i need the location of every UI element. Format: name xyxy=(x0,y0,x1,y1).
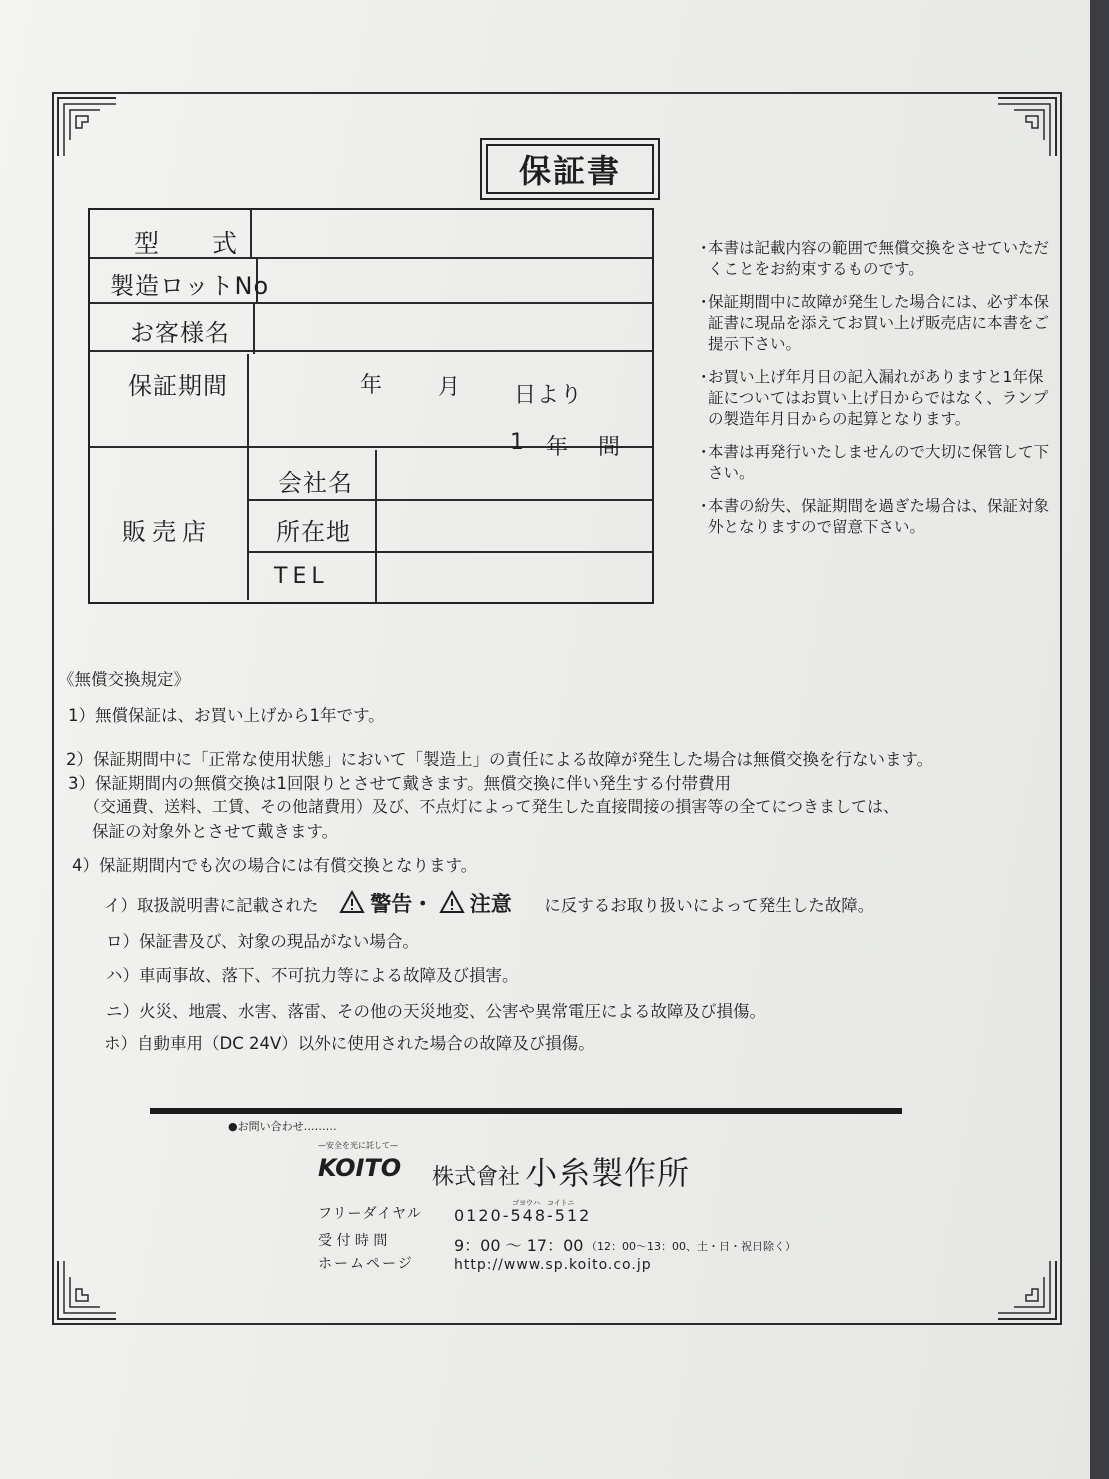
company-name: 株式會社 小糸製作所 xyxy=(432,1154,691,1192)
freedial-label: フリーダイヤル xyxy=(318,1206,423,1222)
rule-4-i: イ）取扱説明書に記載された 警告・ 注意 に反するお取り扱いによって発生した故障。 xyxy=(104,892,875,916)
period-year: 年 xyxy=(360,373,384,398)
warning-triangle-icon xyxy=(339,890,365,914)
note-item: ・ 本書は再発行いたしませんので大切に保管して下さい。 xyxy=(696,443,1050,482)
warranty-notes xyxy=(696,238,1056,550)
tel-label: TEL xyxy=(274,564,329,589)
dealer-label: 販売店 xyxy=(122,518,212,546)
title-box xyxy=(480,138,660,200)
company-slogan: —安全を光に託して— xyxy=(318,1141,398,1150)
rule-4-ho: ホ）自動車用（DC 24V）以外に使用された場合の故障及び損傷。 xyxy=(104,1034,595,1053)
address-label: 所在地 xyxy=(276,518,351,546)
rule-3-line-1: 3）保証期間内の無償交換は1回限りとさせて戴きます。無償交換に伴い発生する付帯費用 xyxy=(68,774,732,793)
period-from: 日より xyxy=(514,383,584,408)
inquiry-label: ●お問い合わせ……… xyxy=(228,1120,337,1133)
koito-logo: KOITO xyxy=(318,1154,402,1182)
model-label: 型 式 xyxy=(134,229,239,258)
freedial-number: 0120-548-512 xyxy=(454,1206,592,1225)
rule-4-ro: ロ）保証書及び、対象の現品がない場合。 xyxy=(106,932,419,951)
period-year-term: 年 xyxy=(546,435,570,460)
homepage-label: ホームページ xyxy=(318,1256,414,1272)
rule-4-ni: ニ）火災、地震、水害、落雷、その他の天災地変、公害や異常電圧による故障及び損傷。 xyxy=(106,1002,766,1021)
page-title: 保証書 xyxy=(486,144,654,194)
rule-2: 2）保証期間中に「正常な使用状態」において「製造上」の責任による故障が発生した場合は無償交換を行ないます。 xyxy=(66,750,934,769)
footer-divider xyxy=(150,1108,902,1114)
freedial-ruby: ゴヨウハ コイトニ xyxy=(512,1199,575,1207)
period-one: 1 xyxy=(510,430,525,455)
corner-ornament-top-left-icon xyxy=(56,96,120,160)
company-label: 会社名 xyxy=(278,469,353,497)
homepage-url[interactable]: http://www.sp.koito.co.jp xyxy=(454,1257,652,1273)
corner-ornament-bottom-right-icon xyxy=(994,1257,1058,1321)
rules-heading: 《無償交換規定》 xyxy=(58,670,190,689)
hours-label: 受 付 時 間 xyxy=(318,1233,388,1249)
rule-4-ha: ハ）車両事故、落下、不可抗力等による故障及び損害。 xyxy=(106,966,519,985)
note-item: ・ 本書の紛失、保証期間を過ぎた場合は、保証対象外となりますので留意下さい。 xyxy=(696,497,1050,536)
note-item: ・ 本書は記載内容の範囲で無償交換をさせていただくことをお約束するものです。 xyxy=(696,239,1050,278)
hours-note: （12：00〜13：00、土・日・祝日除く） xyxy=(586,1240,796,1253)
note-item: ・ 保証期間中に故障が発生した場合には、必ず本保証書に現品を添えてお買い上げ販売店に本書をご提示下さい。 xyxy=(696,293,1050,353)
lot-label: 製造ロットNo xyxy=(110,272,270,300)
customer-label: お客様名 xyxy=(130,319,230,347)
rule-3-line-3: 保証の対象外とさせて戴きます。 xyxy=(92,822,339,841)
rule-3-line-2: （交通費、送料、工賃、その他諸費用）及び、不点灯によって発生した直接間接の損害等の全てにつきましては、 xyxy=(84,797,900,816)
caution-triangle-icon xyxy=(439,890,465,914)
rule-1: 1）無償保証は、お買い上げから1年です。 xyxy=(68,706,385,725)
corner-ornament-bottom-left-icon xyxy=(56,1257,120,1321)
period-label: 保証期間 xyxy=(128,372,228,400)
period-between: 間 xyxy=(598,435,622,460)
note-item: ・ お買い上げ年月日の記入漏れがありますと1年保証についてはお買い上げ日からではなく、ランプの製造年月日からの起算となります。 xyxy=(696,368,1049,428)
rule-4: 4）保証期間内でも次の場合には有償交換となります。 xyxy=(72,856,478,875)
period-month: 月 xyxy=(438,375,462,400)
hours-value: 9：00 〜 17：00 xyxy=(454,1236,584,1255)
corner-ornament-top-right-icon xyxy=(994,96,1058,160)
